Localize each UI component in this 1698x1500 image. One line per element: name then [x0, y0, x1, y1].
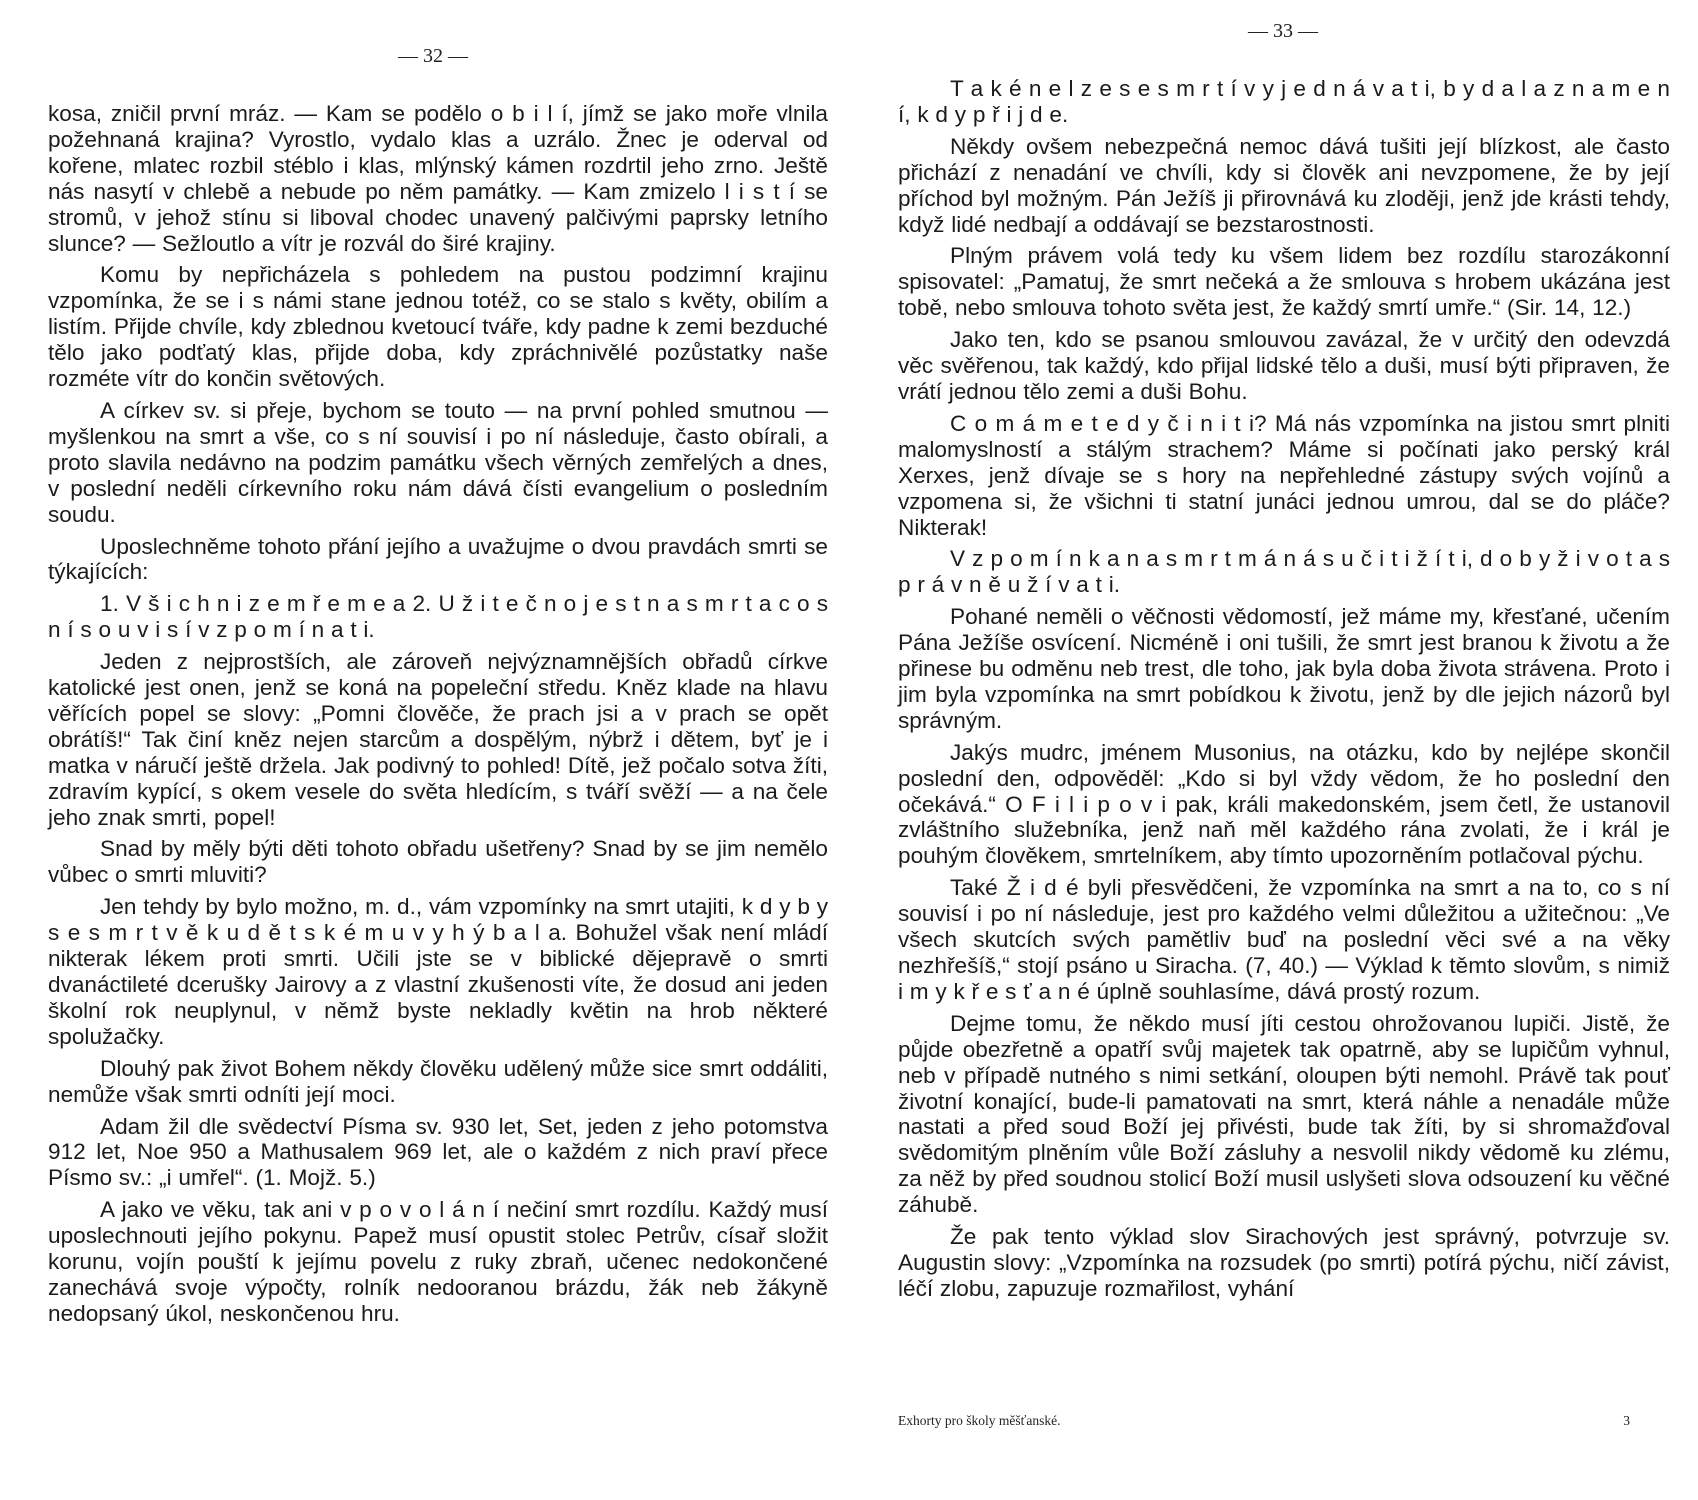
- body-text: [898, 76, 1670, 1308]
- paragraph: Někdy ovšem nebezpečná nemoc dává tušiti její blízkost, ale často přichází z nenadání ve chvíli, kdy si člověk ani nevzpomene, že by její příchod byl možným. Pán Ježíš ji přirovnává ku zloději, jenž jde krásti tehdy, když lidé nedbají a oddávají se bezstarostnosti.: [898, 133, 1670, 237]
- paragraph: T a k é n e l z e s e s m r t í v y j e d n á v a t i, b y d a l a z n a m e n í, k d y p ř i j d e.: [898, 76, 1670, 127]
- paragraph: Adam žil dle svědectví Písma sv. 930 let, Set, jeden z jeho potomstva 912 let, Noe 950 a Mathusalem 969 let, ale o každém z nich praví přece Písmo sv.: „i umřel“. (1. Mojž. 5.): [48, 1113, 828, 1191]
- paragraph: Jeden z nejprostších, ale zároveň nejvýznamnějších obřadů církve katolické jest onen, jenž se koná na popeleční středu. Kněz klade na hlavu věřících popel se slovy: „Pomni člověče, že prach jsi a v prach se opět obrátíš!“ Tak činí kněz nejen starcům a dospělým, nýbrž i dětem, byť je i matka v náručí ještě držela. Jak podivný to pohled! Dítě, jež počalo sotva žíti, zdravím kypící, s okem vesele do světa hledícím, s tváří svěží — a na čele jeho znak smrti, popel!: [48, 649, 828, 830]
- paragraph: A jako ve věku, tak ani v p o v o l á n í nečiní smrt rozdílu. Každý musí uposlechnouti jejího pokynu. Papež musí opustit stolec Petrův, císař složit korunu, vojín pouští k jejímu povelu z ruky zbraň, učenec nedokončené zanechává svoje výpočty, rolník nedooranou brázdu, žák neb žákyně nedopsaný úkol, neskončenou hru.: [48, 1197, 828, 1326]
- paragraph: Komu by nepřicházela s pohledem na pustou podzimní krajinu vzpomínka, že se i s námi stane jednou totéž, co se stalo s květy, obilím a listím. Přijde chvíle, kdy zblednou kvetoucí tváře, kdy padne k zemi bezduché tělo jako podťatý klas, přijde doba, kdy zpráchnivělé pozůstatky naše rozméte vítr do končin světových.: [48, 262, 828, 392]
- paragraph: C o m á m e t e d y č i n i t i? Má nás vzpomínka na jistou smrt plniti malomyslností a stálým strachem? Máme si počínati jako perský král Xerxes, jenž dívaje se s hory na nepřehledné zástupy svých vojínů a vzpomena si, že všichni ti statní junáci jednou umrou, dal se do pláče? Nikterak!: [898, 410, 1670, 540]
- page-number: — 33 —: [1248, 20, 1318, 42]
- paragraph: 1. V š i c h n i z e m ř e m e a 2. U ž i t e č n o j e s t n a s m r t a c o s n í s o u v i s í v z p o m í n a t i.: [48, 591, 828, 643]
- paragraph: kosa, zničil první mráz. — Kam se podělo o b i l í, jímž se jako moře vlnila požehnaná krajina? Vyrostlo, vydalo klas a uzrálo. Žnec je oderval od kořene, mlatec rozbil stéblo i klas, mlýnský kámen rozdrtil jeho zrno. Ještě nás nasytí v chlebě a nebude po něm památky. — Kam zmizelo l i s t í se stromů, v jehož stínu si liboval chodec unavený palčivými paprsky letního slunce? — Sežloutlo a vítr je rozvál do širé krajiny.: [48, 101, 828, 256]
- paragraph: Uposlechněme tohoto přání jejího a uvažujme o dvou pravdách smrti se týkajících:: [48, 533, 828, 585]
- paragraph: Dlouhý pak život Bohem někdy člověku udělený může sice smrt oddáliti, nemůže však smrti odníti její moci.: [48, 1055, 828, 1107]
- paragraph: Dejme tomu, že někdo musí jíti cestou ohrožovanou lupiči. Jistě, že půjde obezřetně a opatří svůj majetek tak opatrně, aby se lupičům vyhnul, neb v případě nutného s nimi setkání, oloupen býti nemohl. Právě tak pouť životní konající, bude-li pamatovati na smrt, která náhle a nenadále může nastati a před soud Boží jej přivésti, bude tak žíti, by si shromažďoval svědomitým plněním vůle Boží zásluhy a nesvolil nikdy vědomě ku zlému, za něž by před soudnou stolicí Boží musil uslyšeti slova odsouzení ku věčné záhubě.: [898, 1010, 1670, 1218]
- paragraph: Jako ten, kdo se psanou smlouvou zavázal, že v určitý den odevzdá věc svěřenou, tak každý, kdo přijal lidské tělo a duši, musí býti připraven, že vrátí jednou tělo zemi a duši Bohu.: [898, 327, 1670, 404]
- signature-mark: 3: [1623, 1413, 1630, 1428]
- paragraph: Jakýs mudrc, jménem Musonius, na otázku, kdo by nejlépe skončil poslední den, odpověděl: „Kdo si byl vždy vědom, že ho poslední den očekává.“ O F i l i p o v i pak, králi makedonském, jsem četl, že ustanovil zvláštního služebníka, jenž naň měl každého rána zvolati, že i král je pouhým člověkem, smrtelníkem, aby tímto upozorněním potlačoval pýchu.: [898, 739, 1670, 869]
- paragraph: Jen tehdy by bylo možno, m. d., vám vzpomínky na smrt utajiti, k d y b y s e s m r t v ě k u d ě t s k é m u v y h ý b a l a. Bohužel však není mládí nikterak lékem proti smrti. Učili jste se v biblické dějepravě o smrti dvanáctileté dcerušky Jairovy a z vlastní zkušenosti víte, že dosud ani jeden školní rok neuplynul, v němž byste nekladly květin na hrob některé spolužačky.: [48, 894, 828, 1049]
- paragraph: Snad by měly býti děti tohoto obřadu ušetřeny? Snad by se jim nemělo vůbec o smrti mluviti?: [48, 836, 828, 888]
- paragraph: Pohané neměli o věčnosti vědomostí, jež máme my, křesťané, učením Pána Ježíše osvícení. Nicméně i oni tušili, že smrt jest branou k životu a že přinese bu odměnu neb trest, dle toho, jak byla doba života strávena. Proto i jim byla vzpomínka na smrt pobídkou k životu, jenž by dle jejich názorů byl správným.: [898, 604, 1670, 733]
- paragraph: Plným právem volá tedy ku všem lidem bez rozdílu starozákonní spisovatel: „Pamatuj, že smrt nečeká a že smlouva s hrobem ukázána jest tobě, nebo smlouva tohoto světa jest, že každý smrtí umře.“ (Sir. 14, 12.): [898, 243, 1670, 321]
- page-number: — 32 —: [398, 45, 468, 67]
- body-text: [48, 101, 828, 1333]
- paragraph: Také Ž i d é byli přesvědčeni, že vzpomínka na smrt a na to, co s ní souvisí i po ní následuje, jest pro každého velmi důležitou a užitečnou: „Ve všech skutcích svých pamětliv buď na poslední věci své a na věky nezhřešíš,“ stojí psáno u Siracha. (7, 40.) — Výklad k těmto slovům, s nimiž i m y k ř e s ť a n é úplně souhlasíme, dává prostý rozum.: [898, 875, 1670, 1004]
- paragraph: Že pak tento výklad slov Sirachových jest správný, potvrzuje sv. Augustin slovy: „Vzpomínka na rozsudek (po smrti) potírá pýchu, ničí závist, léčí zlobu, zapuzuje rozmařilost, vyhání: [898, 1224, 1670, 1301]
- paragraph: V z p o m í n k a n a s m r t m á n á s u č i t i ž í t i, d o b y ž i v o t a s p r á v n ě u ž í v a t i.: [898, 546, 1670, 598]
- paragraph: A církev sv. si přeje, bychom se touto — na první pohled smutnou — myšlenkou na smrt a vše, co s ní souvisí i po ní následuje, často obírali, a proto slavila nedávno na podzim památku všech věrných zemřelých a dnes, v poslední neděli církevního roku nám dává čísti evangelium o posledním soudu.: [48, 397, 828, 527]
- footer-title: Exhorty pro školy měšťanské.: [898, 1413, 1061, 1428]
